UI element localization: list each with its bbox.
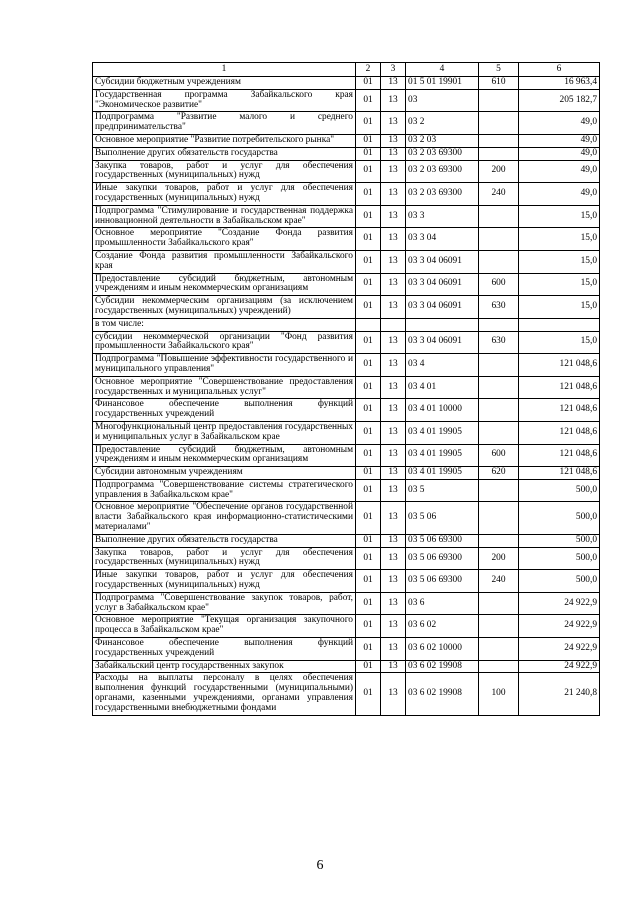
cell-section: 01 xyxy=(356,183,381,206)
cell-section: 01 xyxy=(356,77,381,90)
cell-target-code: 03 4 01 19905 xyxy=(406,444,479,467)
cell-target-code: 03 4 01 10000 xyxy=(406,399,479,422)
cell-expense-type xyxy=(479,318,519,331)
cell-expense-type: 610 xyxy=(479,77,519,90)
cell-target-code: 03 3 04 06091 xyxy=(406,331,479,354)
table-row xyxy=(93,112,600,135)
cell-expense-type xyxy=(479,615,519,638)
cell-target-code: 03 3 04 xyxy=(406,228,479,251)
cell-subsection: 13 xyxy=(381,467,406,480)
cell-amount: 121 048,6 xyxy=(519,421,600,444)
cell-name: Предоставление субсидий бюджетным, автономным учреждениям и иным некоммерческим организациям xyxy=(93,273,356,296)
cell-amount: 49,0 xyxy=(519,147,600,160)
cell-amount: 15,0 xyxy=(519,331,600,354)
cell-name: Государственная программа Забайкальского края "Экономическое развитие" xyxy=(93,89,356,112)
cell-section: 01 xyxy=(356,638,381,661)
cell-subsection: 13 xyxy=(381,660,406,673)
cell-name: Многофункциональный центр предоставления государственных и муниципальных услуг в Забайкальском крае xyxy=(93,421,356,444)
cell-subsection: 13 xyxy=(381,331,406,354)
cell-expense-type xyxy=(479,421,519,444)
cell-subsection: 13 xyxy=(381,399,406,422)
cell-subsection: 13 xyxy=(381,534,406,547)
cell-name: Подпрограмма "Развитие малого и среднего предпринимательства" xyxy=(93,112,356,135)
cell-amount: 500,0 xyxy=(519,547,600,570)
table-row xyxy=(93,318,600,331)
cell-target-code: 03 6 02 19908 xyxy=(406,660,479,673)
cell-section: 01 xyxy=(356,660,381,673)
cell-name: в том числе: xyxy=(93,318,356,331)
cell-target-code: 03 2 xyxy=(406,112,479,135)
table-row xyxy=(93,205,600,228)
table-body xyxy=(93,77,600,716)
cell-name: Финансовое обеспечение выполнения функций государственных учреждений xyxy=(93,399,356,422)
cell-subsection: 13 xyxy=(381,205,406,228)
cell-expense-type xyxy=(479,479,519,502)
budget-table xyxy=(92,62,600,716)
cell-expense-type: 600 xyxy=(479,273,519,296)
cell-name: Основное мероприятие "Совершенствование предоставления государственных и муниципальных услуг" xyxy=(93,376,356,399)
table-row xyxy=(93,160,600,183)
cell-target-code: 03 3 04 06091 xyxy=(406,250,479,273)
cell-amount: 15,0 xyxy=(519,296,600,319)
cell-expense-type xyxy=(479,399,519,422)
cell-amount: 15,0 xyxy=(519,273,600,296)
cell-target-code: 03 2 03 69300 xyxy=(406,147,479,160)
page-number: 6 xyxy=(316,858,324,873)
cell-subsection xyxy=(381,318,406,331)
cell-amount: 121 048,6 xyxy=(519,399,600,422)
cell-expense-type xyxy=(479,250,519,273)
cell-section: 01 xyxy=(356,160,381,183)
cell-subsection: 13 xyxy=(381,160,406,183)
cell-section: 01 xyxy=(356,331,381,354)
cell-section: 01 xyxy=(356,376,381,399)
cell-subsection: 13 xyxy=(381,421,406,444)
cell-name: Закупка товаров, работ и услуг для обеспечения государственных (муниципальных) нужд xyxy=(93,160,356,183)
cell-expense-type: 620 xyxy=(479,467,519,480)
cell-expense-type xyxy=(479,534,519,547)
cell-amount xyxy=(519,318,600,331)
cell-expense-type: 240 xyxy=(479,183,519,206)
cell-section: 01 xyxy=(356,399,381,422)
header-row xyxy=(93,63,600,77)
cell-amount: 49,0 xyxy=(519,134,600,147)
cell-target-code: 03 5 xyxy=(406,479,479,502)
cell-expense-type: 200 xyxy=(479,547,519,570)
cell-expense-type xyxy=(479,354,519,377)
column-header: 6 xyxy=(519,63,600,77)
cell-name: Основное мероприятие "Обеспечение органов государственной власти Забайкальского края информационно-статистическими материалами" xyxy=(93,502,356,534)
cell-subsection: 13 xyxy=(381,89,406,112)
cell-section: 01 xyxy=(356,228,381,251)
cell-subsection: 13 xyxy=(381,250,406,273)
cell-section: 01 xyxy=(356,273,381,296)
cell-amount: 500,0 xyxy=(519,534,600,547)
cell-expense-type xyxy=(479,376,519,399)
cell-section: 01 xyxy=(356,547,381,570)
cell-subsection: 13 xyxy=(381,376,406,399)
cell-name: Финансовое обеспечение выполнения функций государственных учреждений xyxy=(93,638,356,661)
cell-subsection: 13 xyxy=(381,547,406,570)
table-row xyxy=(93,376,600,399)
column-header: 4 xyxy=(406,63,479,77)
cell-target-code: 03 5 06 69300 xyxy=(406,570,479,593)
cell-amount: 16 963,4 xyxy=(519,77,600,90)
cell-name: Расходы на выплаты персоналу в целях обеспечения выполнения функций государственными (муниципальными) органами, казенными учреждениями, органами управления государственными внебюджетными фондами xyxy=(93,673,356,715)
table-row xyxy=(93,331,600,354)
cell-section: 01 xyxy=(356,502,381,534)
table-row xyxy=(93,89,600,112)
cell-subsection: 13 xyxy=(381,354,406,377)
column-header: 1 xyxy=(93,63,356,77)
cell-amount: 24 922,9 xyxy=(519,615,600,638)
cell-target-code: 03 6 02 19908 xyxy=(406,673,479,715)
cell-section: 01 xyxy=(356,444,381,467)
cell-expense-type xyxy=(479,638,519,661)
column-header: 3 xyxy=(381,63,406,77)
cell-name: Субсидии бюджетным учреждениям xyxy=(93,77,356,90)
cell-name: Подпрограмма "Совершенствование системы стратегического управления в Забайкальском крае" xyxy=(93,479,356,502)
cell-subsection: 13 xyxy=(381,502,406,534)
cell-target-code: 03 2 03 xyxy=(406,134,479,147)
cell-amount: 24 922,9 xyxy=(519,660,600,673)
table-row xyxy=(93,134,600,147)
cell-section: 01 xyxy=(356,467,381,480)
table-row xyxy=(93,296,600,319)
cell-amount: 500,0 xyxy=(519,479,600,502)
table-row xyxy=(93,479,600,502)
cell-expense-type: 100 xyxy=(479,673,519,715)
table-row xyxy=(93,183,600,206)
cell-section: 01 xyxy=(356,354,381,377)
cell-expense-type: 200 xyxy=(479,160,519,183)
cell-subsection: 13 xyxy=(381,479,406,502)
cell-section: 01 xyxy=(356,89,381,112)
cell-name: Выполнение других обязательств государства xyxy=(93,147,356,160)
cell-name: Основное мероприятие "Создание Фонда развития промышленности Забайкальского края" xyxy=(93,228,356,251)
cell-subsection: 13 xyxy=(381,570,406,593)
cell-section: 01 xyxy=(356,134,381,147)
cell-expense-type: 630 xyxy=(479,296,519,319)
cell-subsection: 13 xyxy=(381,112,406,135)
cell-amount: 121 048,6 xyxy=(519,354,600,377)
cell-expense-type xyxy=(479,134,519,147)
cell-subsection: 13 xyxy=(381,228,406,251)
cell-amount: 49,0 xyxy=(519,183,600,206)
table-row xyxy=(93,354,600,377)
table-row xyxy=(93,250,600,273)
cell-expense-type xyxy=(479,502,519,534)
cell-target-code: 03 2 03 69300 xyxy=(406,183,479,206)
table-row xyxy=(93,444,600,467)
cell-amount: 121 048,6 xyxy=(519,376,600,399)
cell-section xyxy=(356,318,381,331)
table-row xyxy=(93,399,600,422)
cell-section: 01 xyxy=(356,296,381,319)
cell-amount: 24 922,9 xyxy=(519,638,600,661)
table-row xyxy=(93,421,600,444)
cell-subsection: 13 xyxy=(381,134,406,147)
cell-section: 01 xyxy=(356,592,381,615)
cell-expense-type xyxy=(479,147,519,160)
cell-section: 01 xyxy=(356,250,381,273)
cell-target-code: 03 5 06 xyxy=(406,502,479,534)
cell-section: 01 xyxy=(356,673,381,715)
cell-amount: 21 240,8 xyxy=(519,673,600,715)
cell-target-code: 03 3 xyxy=(406,205,479,228)
cell-section: 01 xyxy=(356,205,381,228)
cell-target-code: 03 xyxy=(406,89,479,112)
table-row xyxy=(93,467,600,480)
cell-amount: 15,0 xyxy=(519,228,600,251)
cell-target-code: 03 2 03 69300 xyxy=(406,160,479,183)
cell-amount: 15,0 xyxy=(519,205,600,228)
column-header: 2 xyxy=(356,63,381,77)
cell-name: Создание Фонда развития промышленности Забайкальского края xyxy=(93,250,356,273)
cell-expense-type xyxy=(479,592,519,615)
cell-target-code: 03 5 06 69300 xyxy=(406,547,479,570)
table-row xyxy=(93,502,600,534)
cell-amount: 500,0 xyxy=(519,502,600,534)
cell-name: Забайкальский центр государственных закупок xyxy=(93,660,356,673)
table-row xyxy=(93,570,600,593)
cell-name: Иные закупки товаров, работ и услуг для обеспечения государственных (муниципальных) нужд xyxy=(93,183,356,206)
cell-name: субсидии некоммерческой организации "Фонд развития промышленности Забайкальского края" xyxy=(93,331,356,354)
table-row xyxy=(93,638,600,661)
cell-name: Подпрограмма "Стимулирование и государственная поддержка инновационной деятельности в Забайкальском крае" xyxy=(93,205,356,228)
cell-name: Иные закупки товаров, работ и услуг для обеспечения государственных (муниципальных) нужд xyxy=(93,570,356,593)
table-row xyxy=(93,228,600,251)
cell-name: Основное мероприятие "Текущая организация закупочного процесса в Забайкальском крае" xyxy=(93,615,356,638)
cell-target-code: 03 4 01 19905 xyxy=(406,467,479,480)
cell-amount: 500,0 xyxy=(519,570,600,593)
cell-subsection: 13 xyxy=(381,183,406,206)
cell-subsection: 13 xyxy=(381,615,406,638)
cell-section: 01 xyxy=(356,147,381,160)
cell-name: Подпрограмма "Повышение эффективности государственного и муниципального управления" xyxy=(93,354,356,377)
table-row xyxy=(93,534,600,547)
cell-target-code: 03 6 02 10000 xyxy=(406,638,479,661)
cell-name: Выполнение других обязательств государства xyxy=(93,534,356,547)
cell-subsection: 13 xyxy=(381,638,406,661)
cell-subsection: 13 xyxy=(381,592,406,615)
cell-subsection: 13 xyxy=(381,673,406,715)
cell-subsection: 13 xyxy=(381,77,406,90)
cell-name: Основное мероприятие "Развитие потребительского рынка" xyxy=(93,134,356,147)
cell-subsection: 13 xyxy=(381,147,406,160)
cell-target-code: 03 3 04 06091 xyxy=(406,296,479,319)
cell-expense-type: 600 xyxy=(479,444,519,467)
cell-expense-type: 630 xyxy=(479,331,519,354)
cell-amount: 205 182,7 xyxy=(519,89,600,112)
cell-amount: 121 048,6 xyxy=(519,467,600,480)
cell-section: 01 xyxy=(356,112,381,135)
cell-expense-type xyxy=(479,112,519,135)
cell-subsection: 13 xyxy=(381,296,406,319)
cell-target-code: 03 5 06 69300 xyxy=(406,534,479,547)
table-row xyxy=(93,147,600,160)
table-row xyxy=(93,547,600,570)
table-row xyxy=(93,273,600,296)
cell-amount: 49,0 xyxy=(519,160,600,183)
cell-target-code: 03 4 01 xyxy=(406,376,479,399)
cell-amount: 121 048,6 xyxy=(519,444,600,467)
cell-subsection: 13 xyxy=(381,273,406,296)
cell-expense-type xyxy=(479,89,519,112)
cell-name: Предоставление субсидий бюджетным, автономным учреждениям и иным некоммерческим организациям xyxy=(93,444,356,467)
cell-name: Субсидии некоммерческим организациям (за исключением государственных (муниципальных) учреждений) xyxy=(93,296,356,319)
cell-target-code: 03 6 xyxy=(406,592,479,615)
cell-amount: 24 922,9 xyxy=(519,592,600,615)
cell-section: 01 xyxy=(356,534,381,547)
cell-expense-type xyxy=(479,228,519,251)
cell-name: Субсидии автономным учреждениям xyxy=(93,467,356,480)
cell-section: 01 xyxy=(356,421,381,444)
table-row xyxy=(93,592,600,615)
cell-target-code: 03 6 02 xyxy=(406,615,479,638)
cell-section: 01 xyxy=(356,615,381,638)
cell-name: Подпрограмма "Совершенствование закупок товаров, работ, услуг в Забайкальском крае" xyxy=(93,592,356,615)
cell-section: 01 xyxy=(356,570,381,593)
cell-expense-type xyxy=(479,205,519,228)
column-header: 5 xyxy=(479,63,519,77)
cell-target-code: 03 3 04 06091 xyxy=(406,273,479,296)
cell-section: 01 xyxy=(356,479,381,502)
cell-name: Закупка товаров, работ и услуг для обеспечения государственных (муниципальных) нужд xyxy=(93,547,356,570)
cell-target-code: 03 4 01 19905 xyxy=(406,421,479,444)
cell-expense-type: 240 xyxy=(479,570,519,593)
cell-amount: 15,0 xyxy=(519,250,600,273)
table-row xyxy=(93,660,600,673)
cell-target-code xyxy=(406,318,479,331)
cell-expense-type xyxy=(479,660,519,673)
cell-target-code: 01 5 01 19901 xyxy=(406,77,479,90)
table-row xyxy=(93,615,600,638)
cell-target-code: 03 4 xyxy=(406,354,479,377)
cell-amount: 49,0 xyxy=(519,112,600,135)
cell-subsection: 13 xyxy=(381,444,406,467)
table-row xyxy=(93,673,600,715)
table-row xyxy=(93,77,600,90)
